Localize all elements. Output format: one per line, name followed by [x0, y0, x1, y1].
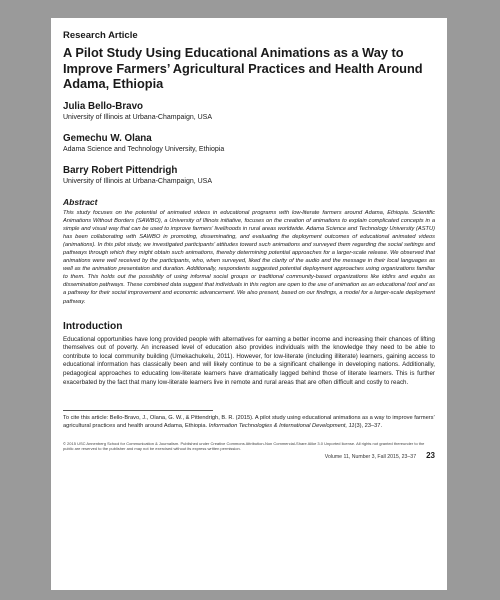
page-number: 23: [426, 450, 435, 460]
page-footer: [63, 451, 435, 460]
citation-note: [63, 415, 435, 431]
citation-tail: (3), 23–37.: [354, 422, 383, 429]
license-text: © 2015 USC Annenberg School for Communication & Journalism. Published under Creative Commons Attribution-Non Commercial-Share Alike 3.0 Unported license. All rights not granted thereunder to the public are reserved to the publisher and may not be exercised without its express written permission.: [63, 440, 425, 452]
author-affiliation: Adama Science and Technology University, Ethiopia: [63, 145, 225, 153]
abstract-heading: Abstract: [63, 196, 98, 207]
citation-text: To cite this article: Bello-Bravo, J., Olana, G. W., & Pittendrigh, B. R. (2015). A pilot study using educational animations as a way to improve farmers’ agricultural practices and health around Adama, Ethiopia.: [63, 415, 435, 429]
author-block-1: [63, 101, 435, 121]
author-affiliation: University of Illinois at Urbana-Champaign, USA: [63, 177, 213, 185]
citation-source: Information Technologies & International Development, 11: [208, 422, 355, 429]
author-name: Gemechu W. Olana: [63, 132, 152, 144]
paper-title: A Pilot Study Using Educational Animations as a Way to Improve Farmers’ Agricultural Practices and Health Around Adama, Ethiopia: [63, 45, 423, 91]
author-block-3: [63, 165, 435, 185]
footnote-divider: [63, 410, 213, 411]
introduction-text: Educational opportunities have long provided people with alternatives for earning a better income and increasing their chances of lifting themselves out of poverty. An increased level of education also provides individuals with the knowledge they need to be able to contribute to local community building (Umekachukelu, 2011). However, for low-literate (including illiterate) learners, gaining access to educational information has classically been and will likely continue to be a significant challenge in developing nations. Additionally, pedagogical approaches to educating low-literate learners have dramatically lagged behind those of literate learners. This is further exacerbated by the fact that many low-literate learners live in remote and rural areas that are often difficult and costly to reach.: [63, 335, 435, 386]
author-block-2: [63, 133, 435, 153]
author-name: Barry Robert Pittendrigh: [63, 164, 178, 176]
volume-info: Volume 11, Number 3, Fall 2015, 23–37: [324, 453, 417, 460]
introduction-heading: Introduction: [63, 320, 123, 332]
paper-page: [51, 18, 447, 590]
author-affiliation: University of Illinois at Urbana-Champaign, USA: [63, 113, 213, 121]
section-label: Research Article: [63, 30, 138, 41]
author-name: Julia Bello-Bravo: [63, 100, 144, 112]
abstract-text: This study focuses on the potential of animated videos in educational programs with low-literate farmers around Adama, Ethiopia. Scientific Animations Without Borders (SAWBO), a University of Illinois initiative, focuses on the creation of animations to explain complicated concepts in a simple and visual way that can be used to improve farmers’ livelihoods in rural areas worldwide. Adama Science and Technology University (ASTU) has been collaborating with SAWBO in promoting, disseminating, and evaluating the deployment outcomes of educational animated videos (animations). In this pilot study, we investigated participants’ attitudes toward such animations and surveyed them regarding the social settings and pathways through which they might obtain such animations, thereby determining potential approaches for a larger-scale release. We observed that animations were well received by the participants, who, when surveyed, liked the clarity of the audio and the message in their local languages as well as the animation presentation and duration. Additionally, respondents suggested potential deployment approaches using organizations familiar to them. This holds out the possibility of using informal social groups or traditional community-based organizations like iddirs and equbs as dissemination pathways. These combined data suggest that individuals in this region are open to the use of animation as an educational tool and as a pathway for their social improvement and economic advancement. We also present, based on our findings, a model for a larger-scale deployment pathway.: [63, 209, 435, 305]
